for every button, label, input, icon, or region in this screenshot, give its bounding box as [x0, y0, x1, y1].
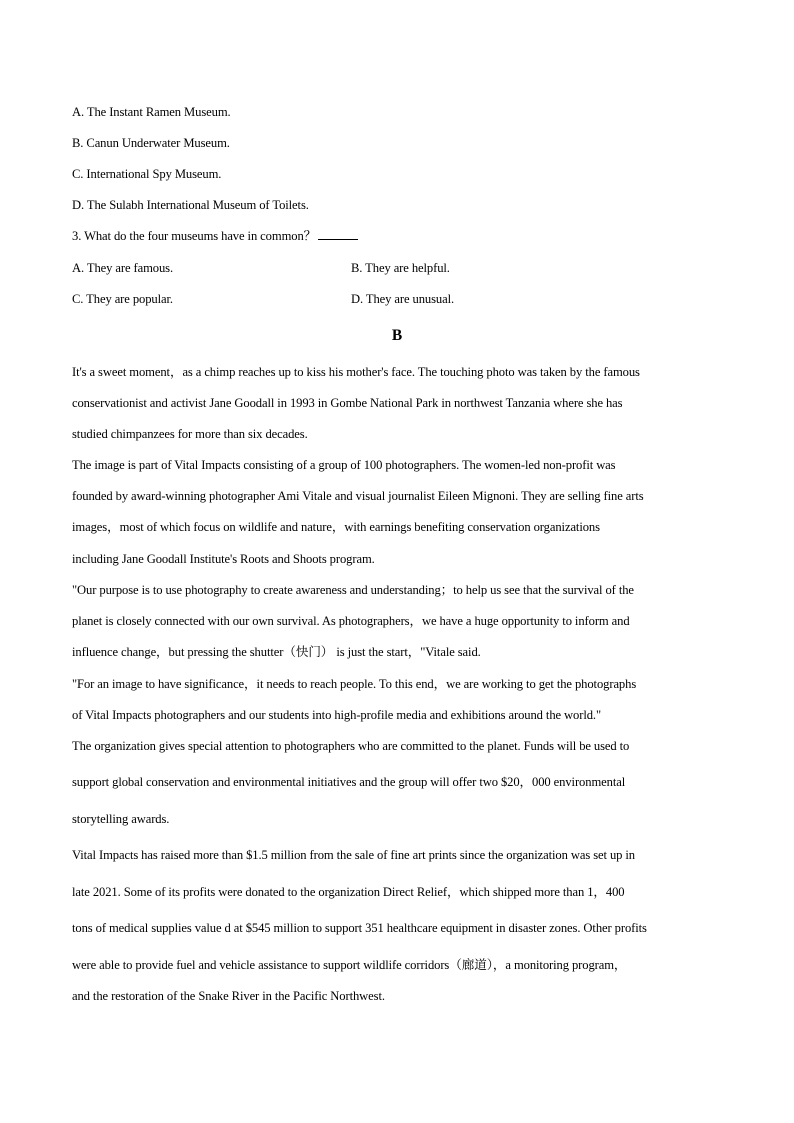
option-q3-d: D. They are unusual. — [351, 292, 455, 306]
option-q2-b: B. Canun Underwater Museum. — [72, 136, 230, 150]
option-q3-a: A. They are famous. — [72, 261, 174, 275]
passage-line: The organization gives special attention to photographers who are committed to the planet. Funds will be used to — [72, 739, 630, 753]
passage-line: conservationist and activist Jane Goodall in 1993 in Gombe National Park in northwest Tanzania where she has — [72, 396, 623, 410]
option-q2-d: D. The Sulabh International Museum of Toilets. — [72, 198, 309, 212]
passage-line: late 2021. Some of its profits were donated to the organization Direct Relief，which shipped more than 1，400 — [72, 885, 625, 899]
passage-line: founded by award-winning photographer Ami Vitale and visual journalist Eileen Mignoni. They are selling fine arts — [72, 489, 644, 503]
passage-line: and the restoration of the Snake River in the Pacific Northwest. — [72, 989, 385, 1003]
passage-line: including Jane Goodall Institute's Roots and Shoots program. — [72, 552, 375, 566]
passage-line: storytelling awards. — [72, 812, 170, 826]
passage-line: tons of medical supplies value d at $545 million to support 351 healthcare equipment in disaster zones. Other profits — [72, 921, 647, 935]
question-3-text: 3. What do the four museums have in common？ — [72, 229, 317, 243]
option-q2-c: C. International Spy Museum. — [72, 167, 222, 181]
passage-line: were able to provide fuel and vehicle assistance to support wildlife corridors（廊道），a monitoring program， — [72, 958, 627, 972]
passage-line: It's a sweet moment，as a chimp reaches up to kiss his mother's face. The touching photo was taken by the famous — [72, 365, 640, 379]
passage-line: images，most of which focus on wildlife and nature，with earnings benefiting conservation organizations — [72, 520, 600, 534]
option-q3-b: B. They are helpful. — [351, 261, 450, 275]
passage-line: "For an image to have significance，it needs to reach people. To this end，we are working to get the photographs — [72, 677, 637, 691]
option-q2-a: A. The Instant Ramen Museum. — [72, 105, 231, 119]
passage-line: studied chimpanzees for more than six decades. — [72, 427, 308, 441]
passage-line: "Our purpose is to use photography to create awareness and understanding；to help us see that the survival of the — [72, 583, 634, 597]
option-q3-c: C. They are popular. — [72, 292, 173, 306]
passage-line: influence change，but pressing the shutter（快门） is just the start，"Vitale said. — [72, 645, 481, 659]
passage-line: support global conservation and environmental initiatives and the group will offer two $20，000 environmental — [72, 775, 626, 789]
answer-blank — [318, 228, 358, 240]
passage-line: The image is part of Vital Impacts consisting of a group of 100 photographers. The women-led non-profit was — [72, 458, 616, 472]
question-3 — [72, 228, 358, 244]
passage-line: Vital Impacts has raised more than $1.5 million from the sale of fine art prints since the organization was set up in — [72, 848, 635, 862]
passage-line: planet is closely connected with our own survival. As photographers，we have a huge opportunity to inform and — [72, 614, 630, 628]
section-heading: B — [391, 327, 403, 344]
passage-line: of Vital Impacts photographers and our students into high-profile media and exhibitions around the world." — [72, 708, 602, 722]
